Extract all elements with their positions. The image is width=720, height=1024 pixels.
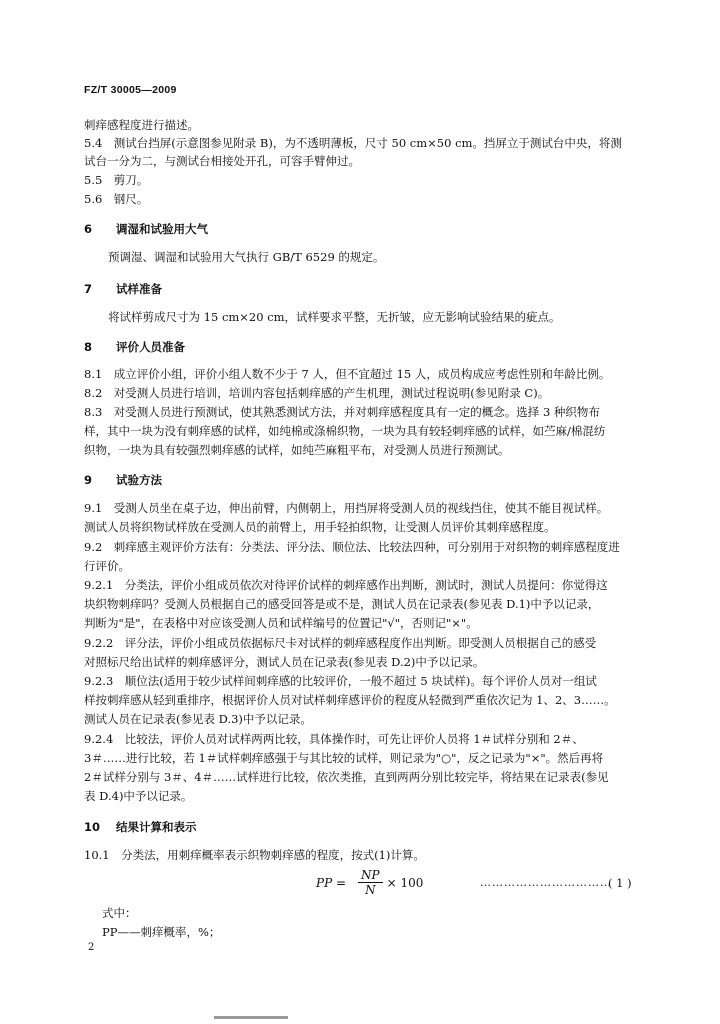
formula-lhs: PP =	[316, 875, 347, 890]
section-number: 9	[84, 473, 93, 487]
clause-9-2-2: 9.2.2 评分法，评价小组成员依据标尺卡对试样的刺痒感程度作出判断。即受测人员根据自己的感受	[84, 636, 597, 650]
text-line: 织物，一块为具有较强烈刺痒感的试样，如纯苎麻粗平布，对受测人员进行预测试。	[84, 443, 510, 457]
text-line: 测试人员在记录表(参见表 D.3)中予以记录。	[84, 712, 312, 726]
fraction-numerator: NP	[358, 868, 383, 883]
clause-5-4: 5.4 测试台挡屏(示意图参见附录 B)，为不透明薄板，尺寸 50 cm×50 cm。挡屏立于测试台中央，将测	[84, 136, 622, 150]
section-title: 试验方法	[116, 473, 162, 487]
section-number: 6	[84, 222, 93, 236]
section-number: 8	[84, 340, 93, 354]
scan-smudge	[214, 1016, 288, 1019]
section-8-heading	[84, 340, 644, 354]
formula-rhs: × 100	[386, 875, 424, 890]
text-line: 块织物刺痒吗？受测人员根据自己的感受回答是或不是，测试人员在记录表(参见表 D.1)中予以记录，	[84, 597, 600, 611]
section-10-heading	[84, 820, 644, 834]
fraction-denominator: N	[365, 883, 376, 897]
section-7-heading	[84, 282, 644, 296]
text-line: 测试人员将织物试样放在受测人员的前臂上，用手轻拍织物，让受测人员评价其刺痒感程度。	[84, 520, 556, 534]
where-label: 式中：	[102, 906, 137, 920]
section-6-heading	[84, 222, 644, 236]
text-line: 试台一分为二，与测试台相接处开孔，可容手臂伸过。	[84, 154, 360, 168]
clause-8-3: 8.3 对受测人员进行预测试，使其熟悉测试方法，并对刺痒感程度具有一定的概念。选择 3 种织物布	[84, 405, 600, 419]
clause-9-2-1: 9.2.1 分类法，评价小组成员依次对待评价试样的刺痒感作出判断，测试时，测试人员提问：你觉得这	[84, 578, 608, 592]
leader-dots: ……………………………	[480, 876, 612, 889]
section-title: 结果计算和表示	[116, 820, 197, 834]
clause-5-6: 5.6 钢尺。	[84, 192, 149, 206]
clause-9-2: 9.2 刺痒感主观评价方法有：分类法、评分法、顺位法、比较法四种，可分别用于对织物的刺痒感程度进	[84, 540, 620, 554]
section-number: 7	[84, 282, 93, 296]
variable-definition: PP——刺痒概率，%；	[102, 925, 221, 939]
section-7-text: 将试样剪成尺寸为 15 cm×20 cm，试样要求平整，无折皱，应无影响试验结果的疵点。	[108, 310, 561, 324]
text-line: 表 D.4)中予以记录。	[84, 789, 193, 803]
clause-8-2: 8.2 对受测人员进行培训，培训内容包括刺痒感的产生机理，测试过程说明(参见附录 C)。	[84, 386, 550, 400]
text-line: 刺痒感程度进行描述。	[84, 118, 199, 132]
clause-5-5: 5.5 剪刀。	[84, 173, 149, 187]
clause-9-2-4: 9.2.4 比较法，评价人员对试样两两比较，具体操作时，可先让评价人员将 1＃试样分别和 2＃、	[84, 732, 584, 746]
text-line: 样按刺痒感从轻到重排序，根据评价人员对试样刺痒感评价的程度从轻微到严重依次记为 1、2、3……。	[84, 693, 616, 707]
section-6-text: 预调湿、调湿和试验用大气执行 GB/T 6529 的规定。	[108, 250, 385, 264]
section-title: 试样准备	[116, 282, 162, 296]
section-title: 评价人员准备	[116, 340, 185, 354]
section-number: 10	[84, 820, 101, 834]
text-line: 2＃试样分别与 3＃、4＃……试样进行比较，依次类推，直到两两分别比较完毕，将结果在记录表(参见	[84, 770, 609, 784]
clause-9-2-3: 9.2.3 顺位法(适用于较少试样间刺痒感的比较评价，一般不超过 5 块试样)。每个评价人员对一组试	[84, 674, 597, 688]
standard-header: FZ/T 30005—2009	[84, 84, 177, 96]
text-line: 样，其中一块为没有刺痒感的试样，如纯棉或涤棉织物，一块为具有较轻刺痒感的试样，如苎麻/棉混纺	[84, 424, 606, 438]
clause-9-1: 9.1 受测人员坐在桌子边，伸出前臂，内侧朝上，用挡屏将受测人员的视线挡住，使其不能目视试样。	[84, 501, 609, 515]
equation-number: ( 1 )	[608, 876, 632, 890]
text-line: 行评价。	[84, 559, 130, 573]
clause-10-1: 10.1 分类法，用刺痒概率表示织物刺痒感的程度，按式(1)计算。	[84, 848, 425, 862]
clause-8-1: 8.1 成立评价小组，评价小组人数不少于 7 人，但不宜超过 15 人，成员构成应考虑性别和年龄比例。	[84, 367, 611, 381]
text-line: 对照标尺给出试样的刺痒感评分，测试人员在记录表(参见表 D.2)中予以记录。	[84, 655, 485, 669]
section-9-heading	[84, 473, 644, 487]
text-line: 3＃……进行比较，若 1＃试样刺痒感强于与其比较的试样，则记录为"○"，反之记录为"×"。然后再将	[84, 751, 604, 765]
fraction	[358, 868, 383, 897]
text-line: 判断为"是"，在表格中对应该受测人员和试样编号的位置记"√"，否则记"×"。	[84, 616, 478, 630]
formula-1	[316, 868, 423, 897]
section-title: 调湿和试验用大气	[116, 222, 208, 236]
page-number: 2	[88, 942, 95, 953]
